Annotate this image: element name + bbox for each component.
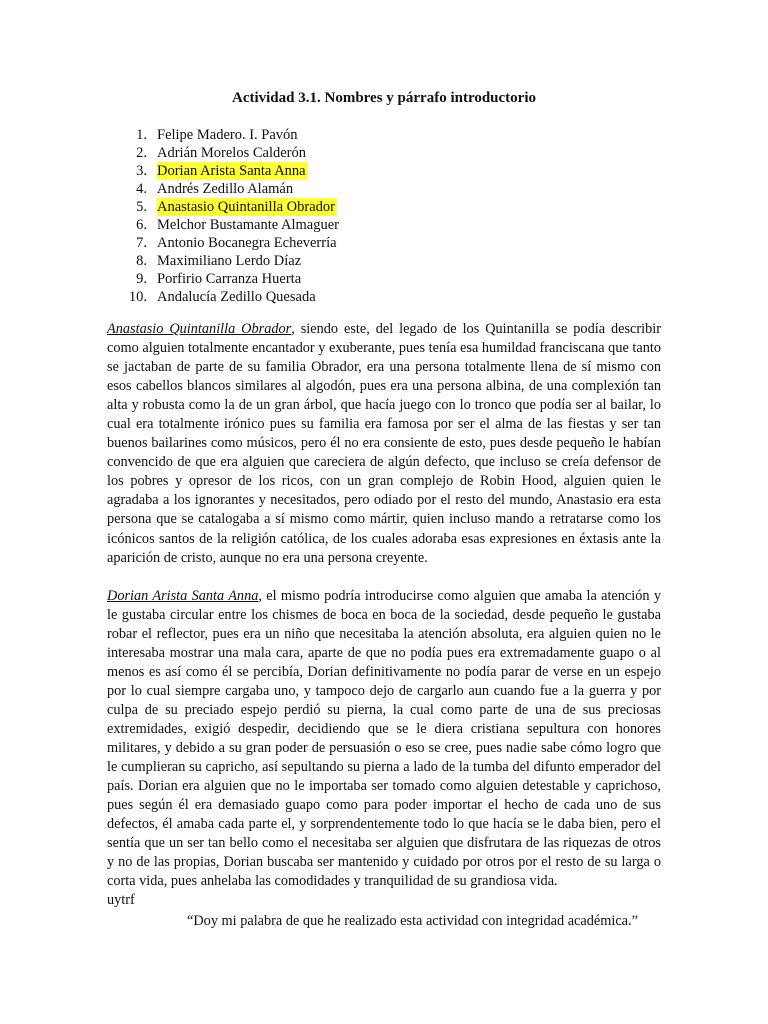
list-number: 1. bbox=[136, 127, 147, 143]
list-number: 4. bbox=[136, 181, 147, 197]
list-number: 3. bbox=[136, 163, 147, 179]
paragraph-dorian bbox=[107, 587, 661, 892]
list-number: 7. bbox=[136, 235, 147, 251]
stray-text: uytrf bbox=[107, 892, 135, 909]
list-text: Felipe Madero. I. Pavón bbox=[157, 127, 298, 143]
integrity-pledge: “Doy mi palabra de que he realizado esta actividad con integridad académica.” bbox=[187, 913, 638, 930]
document-title: Actividad 3.1. Nombres y párrafo introductorio bbox=[231, 90, 536, 106]
list-number: 10. bbox=[128, 289, 147, 305]
list-item-highlighted bbox=[107, 162, 661, 180]
list-text: Dorian Arista Santa Anna bbox=[157, 163, 306, 179]
list-text: Andalucía Zedillo Quesada bbox=[157, 289, 316, 305]
paragraph-body: , el mismo podría introducirse como alguien que amaba la atención y le gustaba circular entre los chismes de boca en boca de la sociedad, desde pequeño le gustaba robar el reflector, pues era un niño que necesitaba la atención absoluta, era alguien quien no le interesaba mostrar una mala cara, aparte de que no podía pues era extremadamente guapo o al menos es así como él se percibía, Dorian definitivamente no podía parar de verse en un espejo por lo cual siempre cargaba uno, y tampoco dejo de cargarlo aun cuando fue a la guerra y por culpa de su preciado espejo perdió su pierna, la cual como parte de una de sus preciosas extremidades, exigió despedir, decidiendo que se le diera cristiana sepultura con honores militares, y debido a su gran poder de persuasión o eso se cree, pues nadie sabe cómo logro que le cumplieran su capricho, así sepultando su pierna a lado de la tumba del difunto emperador del país. Dorian era alguien que no le importaba ser tomado como alguien detestable y caprichoso, pues según él era demasiado guapo como para poder importar el hecho de cada uno de sus defectos, él amaba cada parte el, y sorprendentemente todo lo que hacía se le daba bien, pero el sentía que un ser tan bello como el necesitaba ser alguien que disfrutara de las riquezas de otros y no de las propias, Dorian buscaba ser mantenido y cuidado por otros por el resto de su larga o corta vida, pues anhelaba las comodidades y tranquilidad de su grandiosa vida. bbox=[107, 587, 661, 890]
paragraph-lead-name: Dorian Arista Santa Anna bbox=[107, 587, 259, 604]
paragraph-lead-name: Anastasio Quintanilla Obrador bbox=[107, 321, 292, 337]
list-text: Adrián Morelos Calderón bbox=[157, 145, 306, 161]
list-text: Anastasio Quintanilla Obrador bbox=[157, 199, 335, 215]
list-text: Antonio Bocanegra Echeverría bbox=[157, 235, 337, 251]
names-list bbox=[107, 126, 661, 306]
list-item bbox=[107, 252, 661, 270]
list-number: 6. bbox=[136, 217, 147, 233]
list-number: 5. bbox=[136, 199, 147, 215]
list-item bbox=[107, 216, 661, 234]
list-item-highlighted bbox=[107, 198, 661, 216]
list-text: Andrés Zedillo Alamán bbox=[157, 181, 294, 197]
list-item bbox=[107, 288, 661, 306]
list-item bbox=[107, 234, 661, 252]
paragraph-body: , siendo este, del legado de los Quintanilla se podía describir como alguien totalmente encantador y exuberante, pues tenía esa humildad franciscana que tanto se jactaban de parte de su familia Obrador, era una persona totalmente llena de sí mismo con esos cabellos blancos similares al algodón, pues era una persona albina, de una complexión tan alta y robusta como la de un gran árbol, que hacía juego con lo tronco que podía ser al bailar, lo cual era totalmente irónico pues su familia era famosa por ser el alma de las fiestas y ser tan buenos bailarines como músicos, pero él no era consiente de esto, pues desde pequeño le habían convencido de que era alguien que careciera de algún defecto, que incluso se creía defensor de los pobres y opresor de los ricos, con un gran complejo de Robin Hood, alguien quien le agradaba a los ignorantes y necesitados, pero odiado por el resto del mundo, Anastasio era esta persona que se catalogaba a sí mismo como mártir, quien incluso mando a retratarse como los icónicos santos de la religión católica, de los cuales adoraba esas expresiones en éxtasis ante la aparición de cristo, aunque no era una persona creyente. bbox=[107, 321, 661, 566]
list-number: 9. bbox=[136, 271, 147, 287]
list-number: 8. bbox=[136, 253, 147, 269]
list-item bbox=[107, 180, 661, 198]
list-text: Melchor Bustamante Almaguer bbox=[157, 217, 340, 233]
list-item bbox=[107, 270, 661, 288]
paragraph-anastasio bbox=[107, 320, 661, 568]
list-number: 2. bbox=[136, 145, 147, 161]
paragraph-spacer bbox=[107, 568, 661, 587]
list-item bbox=[107, 126, 661, 144]
list-text: Porfirio Carranza Huerta bbox=[157, 271, 302, 287]
list-text: Maximiliano Lerdo Díaz bbox=[157, 253, 302, 269]
list-item bbox=[107, 144, 661, 162]
document-page bbox=[107, 88, 661, 931]
